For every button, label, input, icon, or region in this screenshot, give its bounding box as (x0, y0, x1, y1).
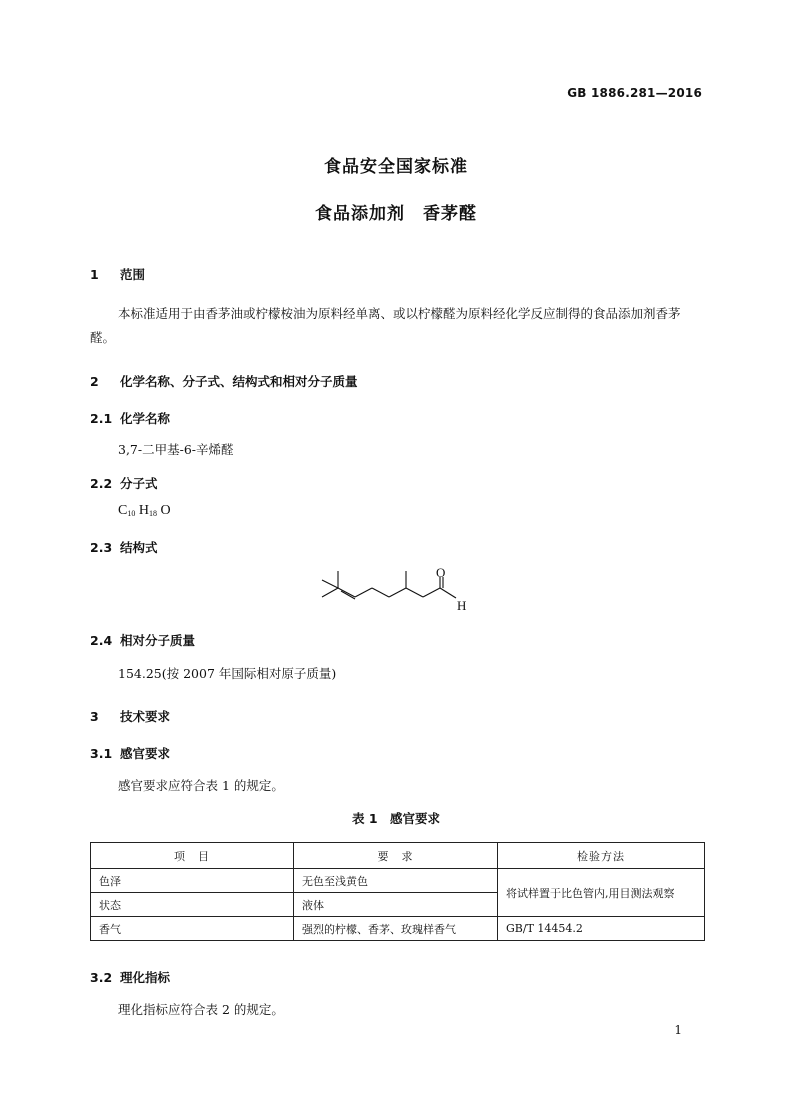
section-3-1-paragraph: 感官要求应符合表 1 的规定。 (118, 778, 284, 793)
section-number: 3.1 (90, 746, 113, 761)
section-number: 3 (90, 709, 99, 724)
section-2-3-heading (90, 538, 158, 556)
section-number: 3.2 (90, 970, 113, 985)
cell-method-merged: 将试样置于比色管内,用目测法观察 (498, 869, 705, 917)
atom-hydrogen: H (457, 598, 467, 613)
section-3-2-paragraph: 理化指标应符合表 2 的规定。 (118, 1002, 284, 1017)
molecular-mass: 154.25(按 2007 年国际相对原子质量) (118, 666, 337, 681)
cell-requirement: 液体 (294, 893, 498, 917)
table-row (91, 869, 705, 893)
section-title: 技术要求 (120, 709, 171, 724)
table-row (91, 917, 705, 941)
section-2-2-heading (90, 474, 158, 492)
section-2-heading (90, 372, 358, 390)
cell-item: 状态 (91, 893, 294, 917)
section-number: 2 (90, 374, 99, 389)
cell-method: GB/T 14454.2 (498, 917, 705, 941)
section-3-1-heading (90, 744, 170, 762)
structural-formula (318, 566, 478, 616)
section-number: 2.3 (90, 540, 113, 555)
section-number: 2.1 (90, 411, 113, 426)
section-1-heading (90, 265, 145, 283)
section-title: 结构式 (120, 540, 158, 555)
sensory-requirements-table (90, 842, 705, 941)
table-header-row (91, 843, 705, 869)
header-method: 检验方法 (498, 843, 705, 869)
section-2-4-heading (90, 631, 195, 649)
section-number: 2.2 (90, 476, 113, 491)
header-item: 项 目 (91, 843, 294, 869)
section-title: 相对分子质量 (120, 633, 196, 648)
standard-number: GB 1886.281—2016 (567, 86, 702, 100)
cell-requirement: 无色至浅黄色 (294, 869, 498, 893)
section-number: 2.4 (90, 633, 113, 648)
atom-oxygen: O (436, 566, 446, 580)
page-number: 1 (674, 1023, 682, 1037)
section-title: 化学名称、分子式、结构式和相对分子质量 (120, 374, 358, 389)
section-1-paragraph: 本标准适用于由香茅油或柠檬桉油为原料经单离、或以柠檬醛为原料经化学反应制得的食品添加剂香茅醛。 (90, 306, 681, 345)
section-3-heading (90, 707, 170, 725)
chemical-name: 3,7-二甲基-6-辛烯醛 (118, 442, 234, 457)
table-1-title: 表 1 感官要求 (351, 811, 441, 826)
cell-item: 色泽 (91, 869, 294, 893)
section-3-2-heading (90, 968, 170, 986)
section-title: 感官要求 (120, 746, 171, 761)
section-title: 分子式 (120, 476, 158, 491)
section-2-1-heading (90, 409, 170, 427)
section-title: 化学名称 (120, 411, 171, 426)
cell-requirement: 强烈的柠檬、香茅、玫瑰样香气 (294, 917, 498, 941)
molecular-formula: $C_{10}$ $H_{18}$ O (118, 503, 171, 518)
document-subtitle: 食品添加剂 香茅醛 (315, 204, 477, 224)
section-title: 范围 (120, 267, 146, 282)
section-title: 理化指标 (120, 970, 171, 985)
document-title: 食品安全国家标准 (324, 157, 468, 177)
header-requirement: 要 求 (294, 843, 498, 869)
section-number: 1 (90, 267, 99, 282)
cell-item: 香气 (91, 917, 294, 941)
